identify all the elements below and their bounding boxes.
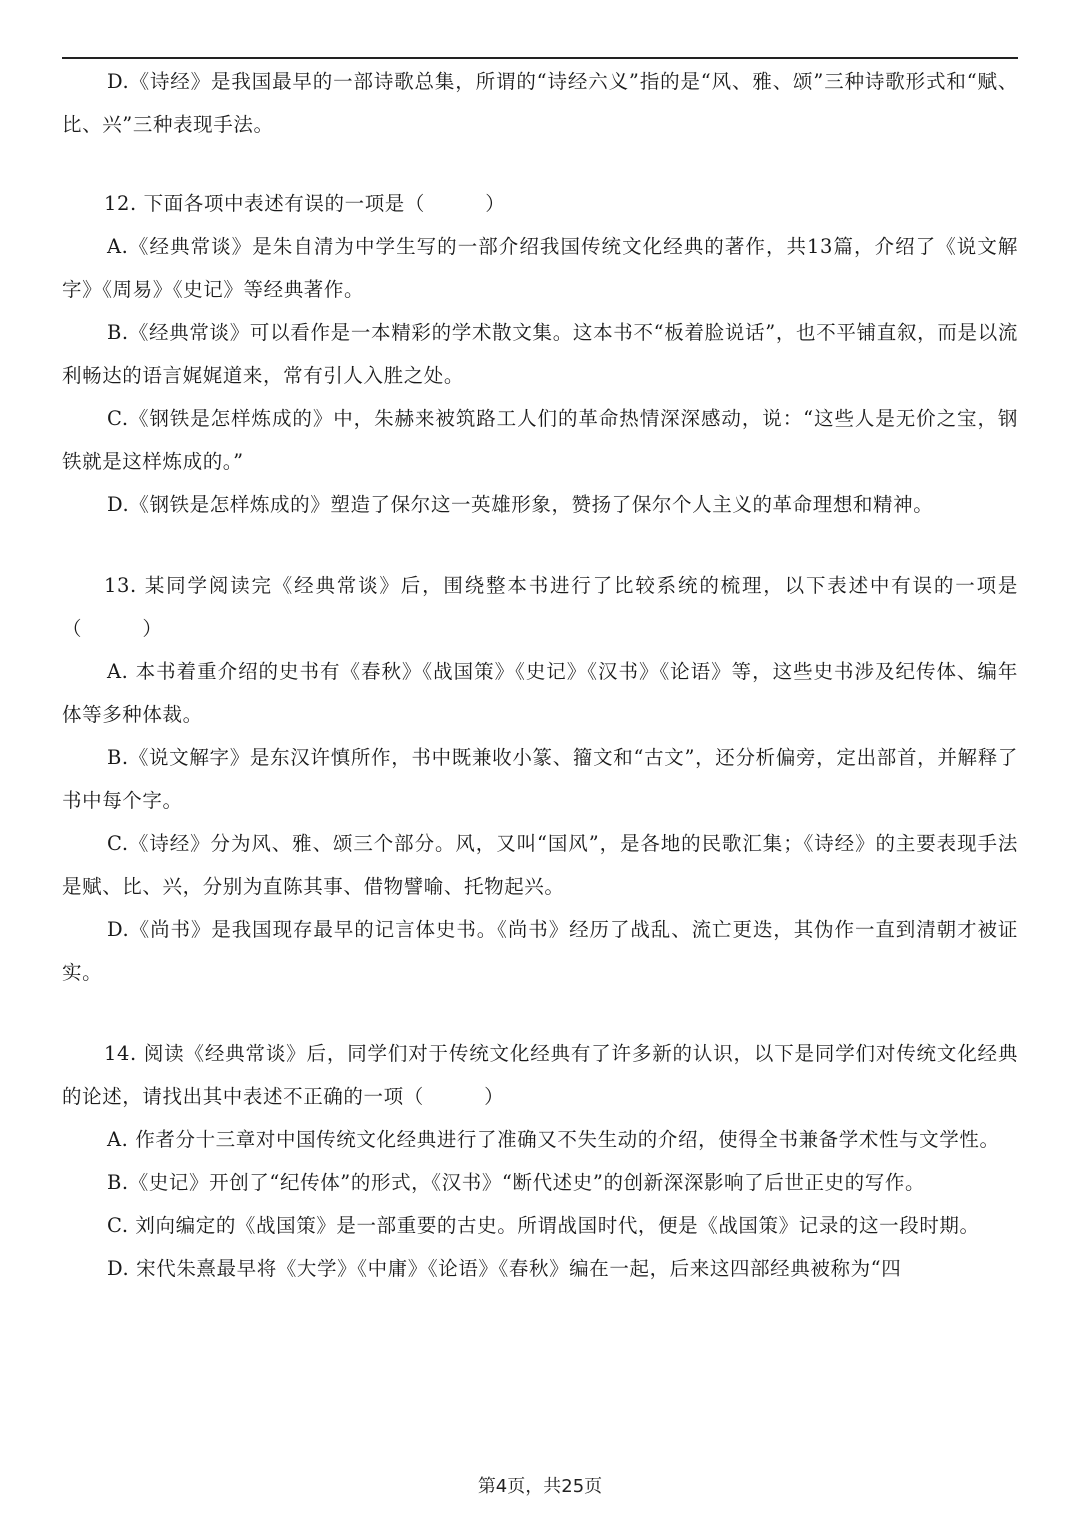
question-13 (62, 564, 1018, 994)
top-rule (62, 57, 1018, 59)
q13-option-d: D.《尚书》是我国现存最早的记言体史书。《尚书》经历了战乱、流亡更迭，其伪作一直到清朝才被证实。 (62, 918, 1018, 984)
q14-stem: 14. 阅读《经典常谈》后，同学们对于传统文化经典有了许多新的认识，以下是同学们对传统文化经典的论述，请找出其中表述不正确的一项（ ） (62, 1042, 1018, 1108)
q12-option-a: A.《经典常谈》是朱自清为中学生写的一部介绍我国传统文化经典的著作，共13篇，介绍了《说文解字》《周易》《史记》等经典著作。 (62, 235, 1018, 301)
q14-option-a: A. 作者分十三章对中国传统文化经典进行了准确又不失生动的介绍，使得全书兼备学术性与文学性。 (107, 1128, 1000, 1151)
q13-option-b: B.《说文解字》是东汉许慎所作，书中既兼收小篆、籀文和“古文”，还分析偏旁，定出部首，并解释了书中每个字。 (62, 746, 1018, 812)
q14-option-c: C. 刘向编定的《战国策》是一部重要的古史。所谓战国时代，便是《战国策》记录的这一段时期。 (107, 1214, 980, 1237)
q13-option-a: A. 本书着重介绍的史书有《春秋》《战国策》《史记》《汉书》《论语》等，这些史书涉及纪传体、编年体等多种体裁。 (62, 660, 1018, 726)
q12-option-b: B.《经典常谈》可以看作是一本精彩的学术散文集。这本书不“板着脸说话”，也不平铺直叙，而是以流利畅达的语言娓娓道来，常有引人入胜之处。 (62, 321, 1018, 387)
q12-option-d: D.《钢铁是怎样炼成的》塑造了保尔这一英雄形象，赞扬了保尔个人主义的革命理想和精神。 (107, 493, 934, 516)
q12-stem: 12. 下面各项中表述有误的一项是（ ） (104, 192, 506, 215)
question-12 (62, 182, 1018, 526)
q13-stem: 13. 某同学阅读完《经典常谈》后，围绕整本书进行了比较系统的梳理，以下表述中有误的一项是（ ） (62, 574, 1018, 640)
q12-option-c: C.《钢铁是怎样炼成的》中，朱赫来被筑路工人们的革命热情深深感动，说：“这些人是无价之宝，钢铁就是这样炼成的。” (62, 407, 1018, 473)
q11-option-d: D.《诗经》是我国最早的一部诗歌总集，所谓的“诗经六义”指的是“风、雅、颂”三种诗歌形式和“赋、比、兴”三种表现手法。 (62, 70, 1018, 136)
q14-option-d: D. 宋代朱熹最早将《大学》《中庸》《论语》《春秋》编在一起，后来这四部经典被称为“四 (107, 1257, 902, 1280)
question-14 (62, 1032, 1018, 1290)
page-number: 第4页，共25页 (477, 1476, 603, 1497)
q13-option-c: C.《诗经》分为风、雅、颂三个部分。风，又叫“国风”，是各地的民歌汇集；《诗经》的主要表现手法是赋、比、兴，分别为直陈其事、借物譬喻、托物起兴。 (62, 832, 1018, 898)
page-content (62, 60, 1018, 1290)
q14-option-b: B.《史记》开创了“纪传体”的形式，《汉书》“断代述史”的创新深深影响了后世正史的写作。 (107, 1171, 926, 1194)
